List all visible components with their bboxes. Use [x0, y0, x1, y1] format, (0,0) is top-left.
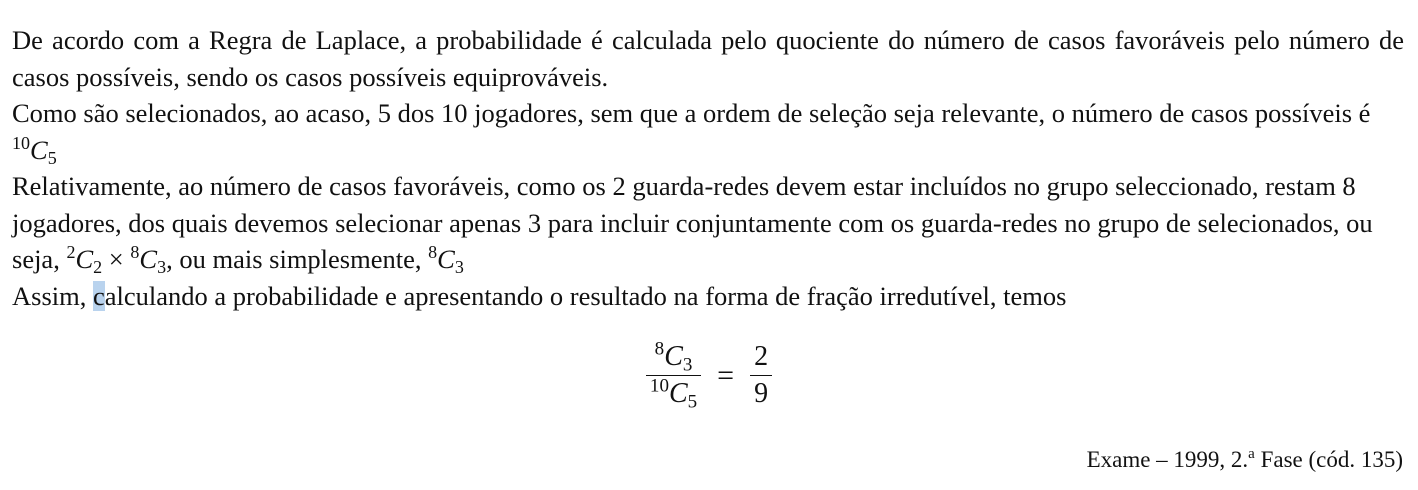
paragraph-favorable-cases — [12, 168, 1404, 278]
result-numerator: 2 — [754, 341, 769, 372]
combination-10c5: $^{10}C_5$ — [12, 132, 57, 168]
combination-8c3-simple: $^8C_3$ — [428, 242, 464, 278]
fraction-result — [750, 340, 772, 411]
paragraph-conclusion: Assim, calculando a probabilidade e apresentando o resultado na forma de fração irredutível, temos — [12, 280, 1067, 311]
paragraph-favorable-cases-mid: , ou mais simplesmente, — [166, 244, 422, 274]
combination-8c3: $^8C_3$ — [130, 242, 167, 278]
equals-sign: = — [717, 358, 735, 392]
exam-source-reference: Exame – 1999, 2.$^a$ Fase (cód. 135) — [1086, 446, 1403, 472]
fraction-numerator: $^8C_3$ — [654, 338, 693, 376]
text-cursor-highlight[interactable]: c — [93, 280, 105, 311]
fraction-denominator: $^{10}C_5$ — [649, 375, 698, 413]
result-bar — [750, 375, 772, 376]
paragraph-possible-cases-text: Como são selecionados, ao acaso, 5 dos 10 jogadores, sem que a ordem de seleção seja relevante, o número de casos possíveis é — [12, 98, 1371, 128]
probability-equation — [0, 340, 1418, 411]
fraction-combinations — [646, 340, 701, 411]
paragraph-laplace-rule: De acordo com a Regra de Laplace, a probabilidade é calculada pelo quociente do número de casos favoráveis pelo número de casos possíveis, sendo os casos possíveis equiprováveis. — [12, 25, 1404, 92]
paragraph-possible-cases — [12, 95, 1404, 168]
times-sign: × — [108, 244, 124, 274]
paragraph-favorable-cases-text: Relativamente, ao número de casos favoráveis, como os 2 guarda-redes devem estar incluídos no grupo seleccionado, restam 8 jogadores, dos quais devemos selecionar apenas 3 para incluir conjuntamente com os guarda-redes no grupo de selecionados, ou seja, — [12, 171, 1373, 274]
result-denominator: 9 — [754, 378, 769, 409]
resolution-text — [12, 22, 1404, 314]
combination-2c2: $^2C_2$ — [66, 242, 103, 278]
